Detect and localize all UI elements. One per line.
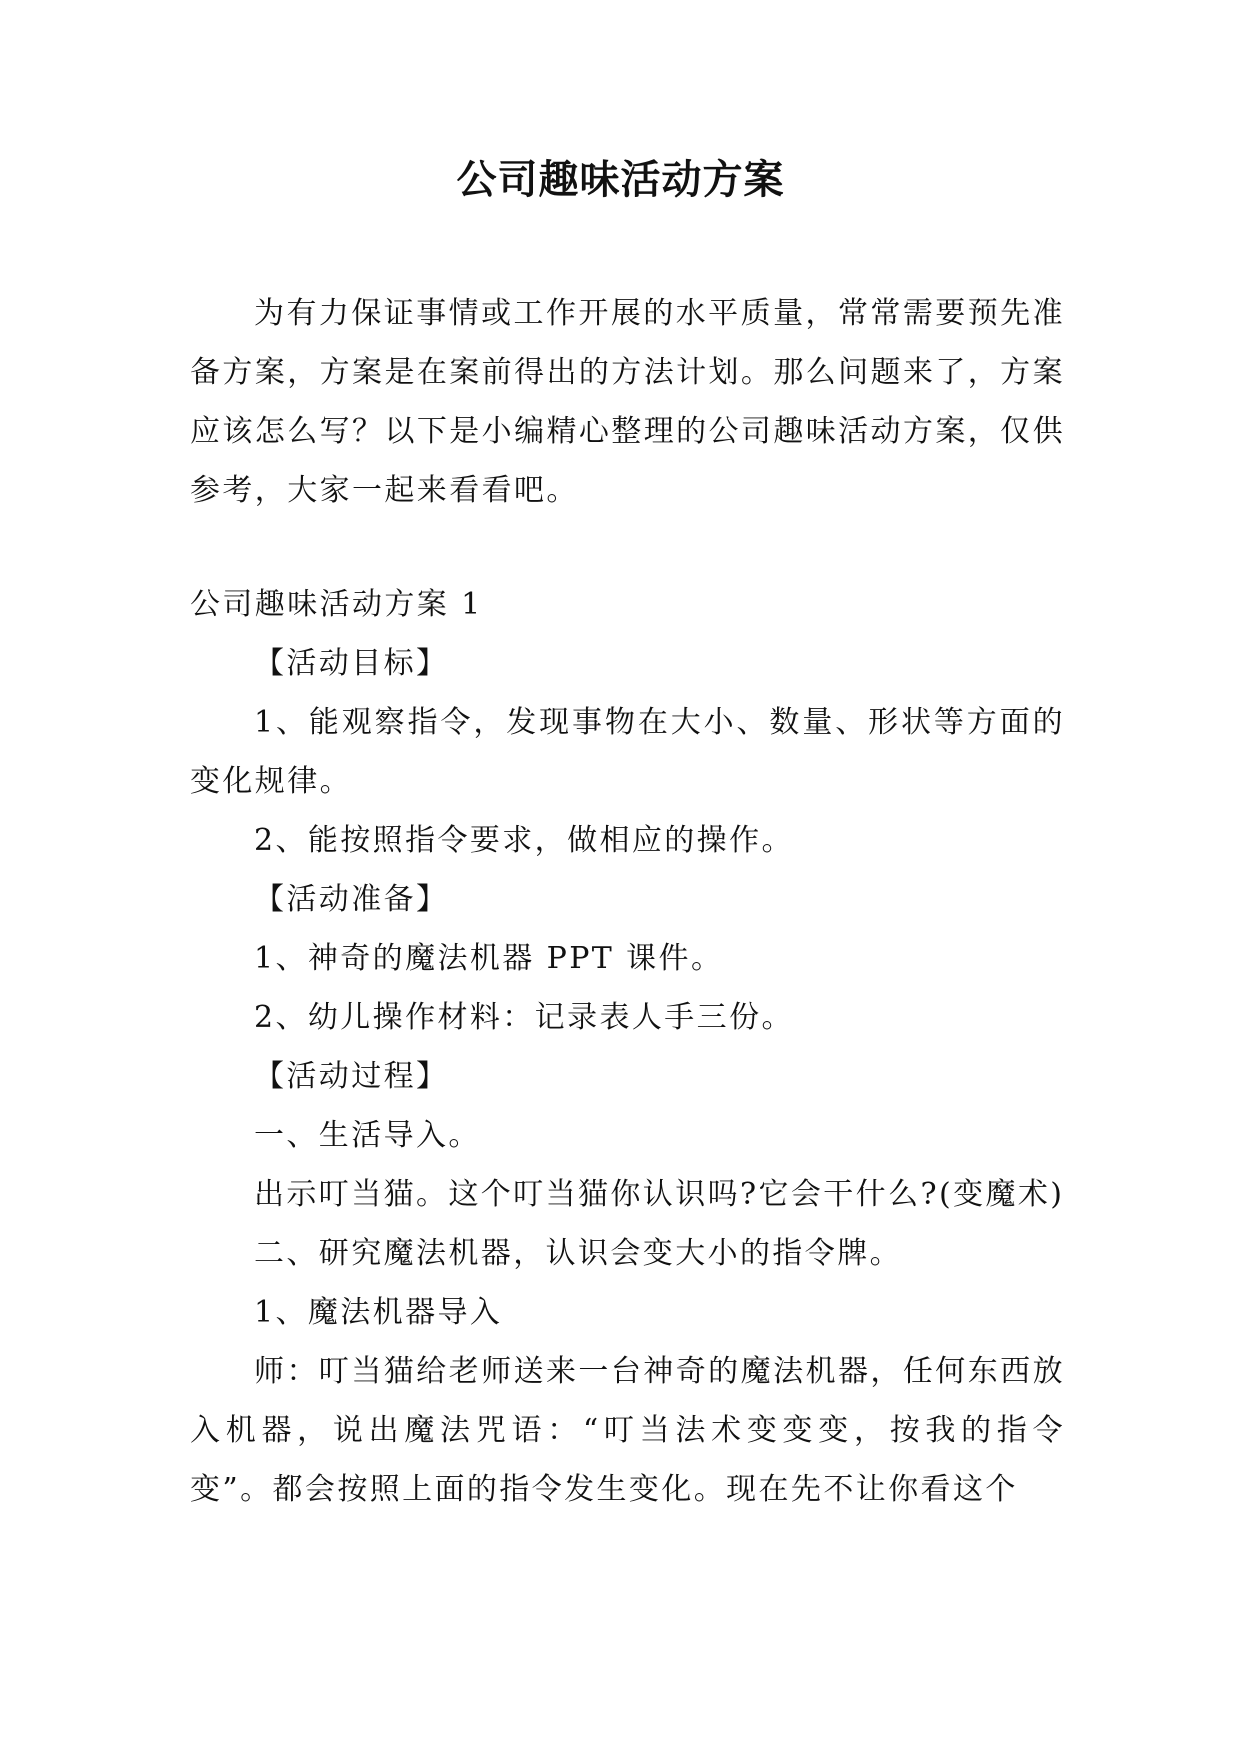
body-paragraph: 2、能按照指令要求，做相应的操作。 xyxy=(254,823,794,858)
activity-process-heading: 【活动过程】 xyxy=(254,1059,449,1094)
body-paragraph: 出示叮当猫。这个叮当猫你认识吗?它会干什么?(变魔术) xyxy=(254,1177,1065,1212)
body-paragraph: 1、能观察指令，发现事物在大小、数量、形状等方面的变化规律。 xyxy=(190,705,1065,799)
activity-goal-heading: 【活动目标】 xyxy=(254,646,449,681)
body-paragraph: 二、研究魔法机器，认识会变大小的指令牌。 xyxy=(254,1236,902,1271)
body-paragraph: 1、神奇的魔法机器 PPT 课件。 xyxy=(254,941,724,976)
body-paragraph: 一、生活导入。 xyxy=(254,1118,481,1153)
section-heading: 公司趣味活动方案 1 xyxy=(190,587,483,622)
body-paragraph: 2、幼儿操作材料：记录表人手三份。 xyxy=(254,1000,794,1035)
body-paragraph: 师：叮当猫给老师送来一台神奇的魔法机器，任何东西放入机器，说出魔法咒语：“叮当法术变变变，按我的指令变”。都会按照上面的指令发生变化。现在先不让你看这个 xyxy=(190,1354,1065,1507)
document-title: 公司趣味活动方案 xyxy=(456,156,785,203)
intro-paragraph: 为有力保证事情或工作开展的水平质量，常常需要预先准备方案，方案是在案前得出的方法计划。那么问题来了，方案应该怎么写？以下是小编精心整理的公司趣味活动方案，仅供参考，大家一起来看看吧。 xyxy=(190,296,1065,508)
document-body xyxy=(190,284,1065,1519)
body-paragraph: 1、魔法机器导入 xyxy=(254,1295,503,1330)
activity-prep-heading: 【活动准备】 xyxy=(254,882,449,917)
